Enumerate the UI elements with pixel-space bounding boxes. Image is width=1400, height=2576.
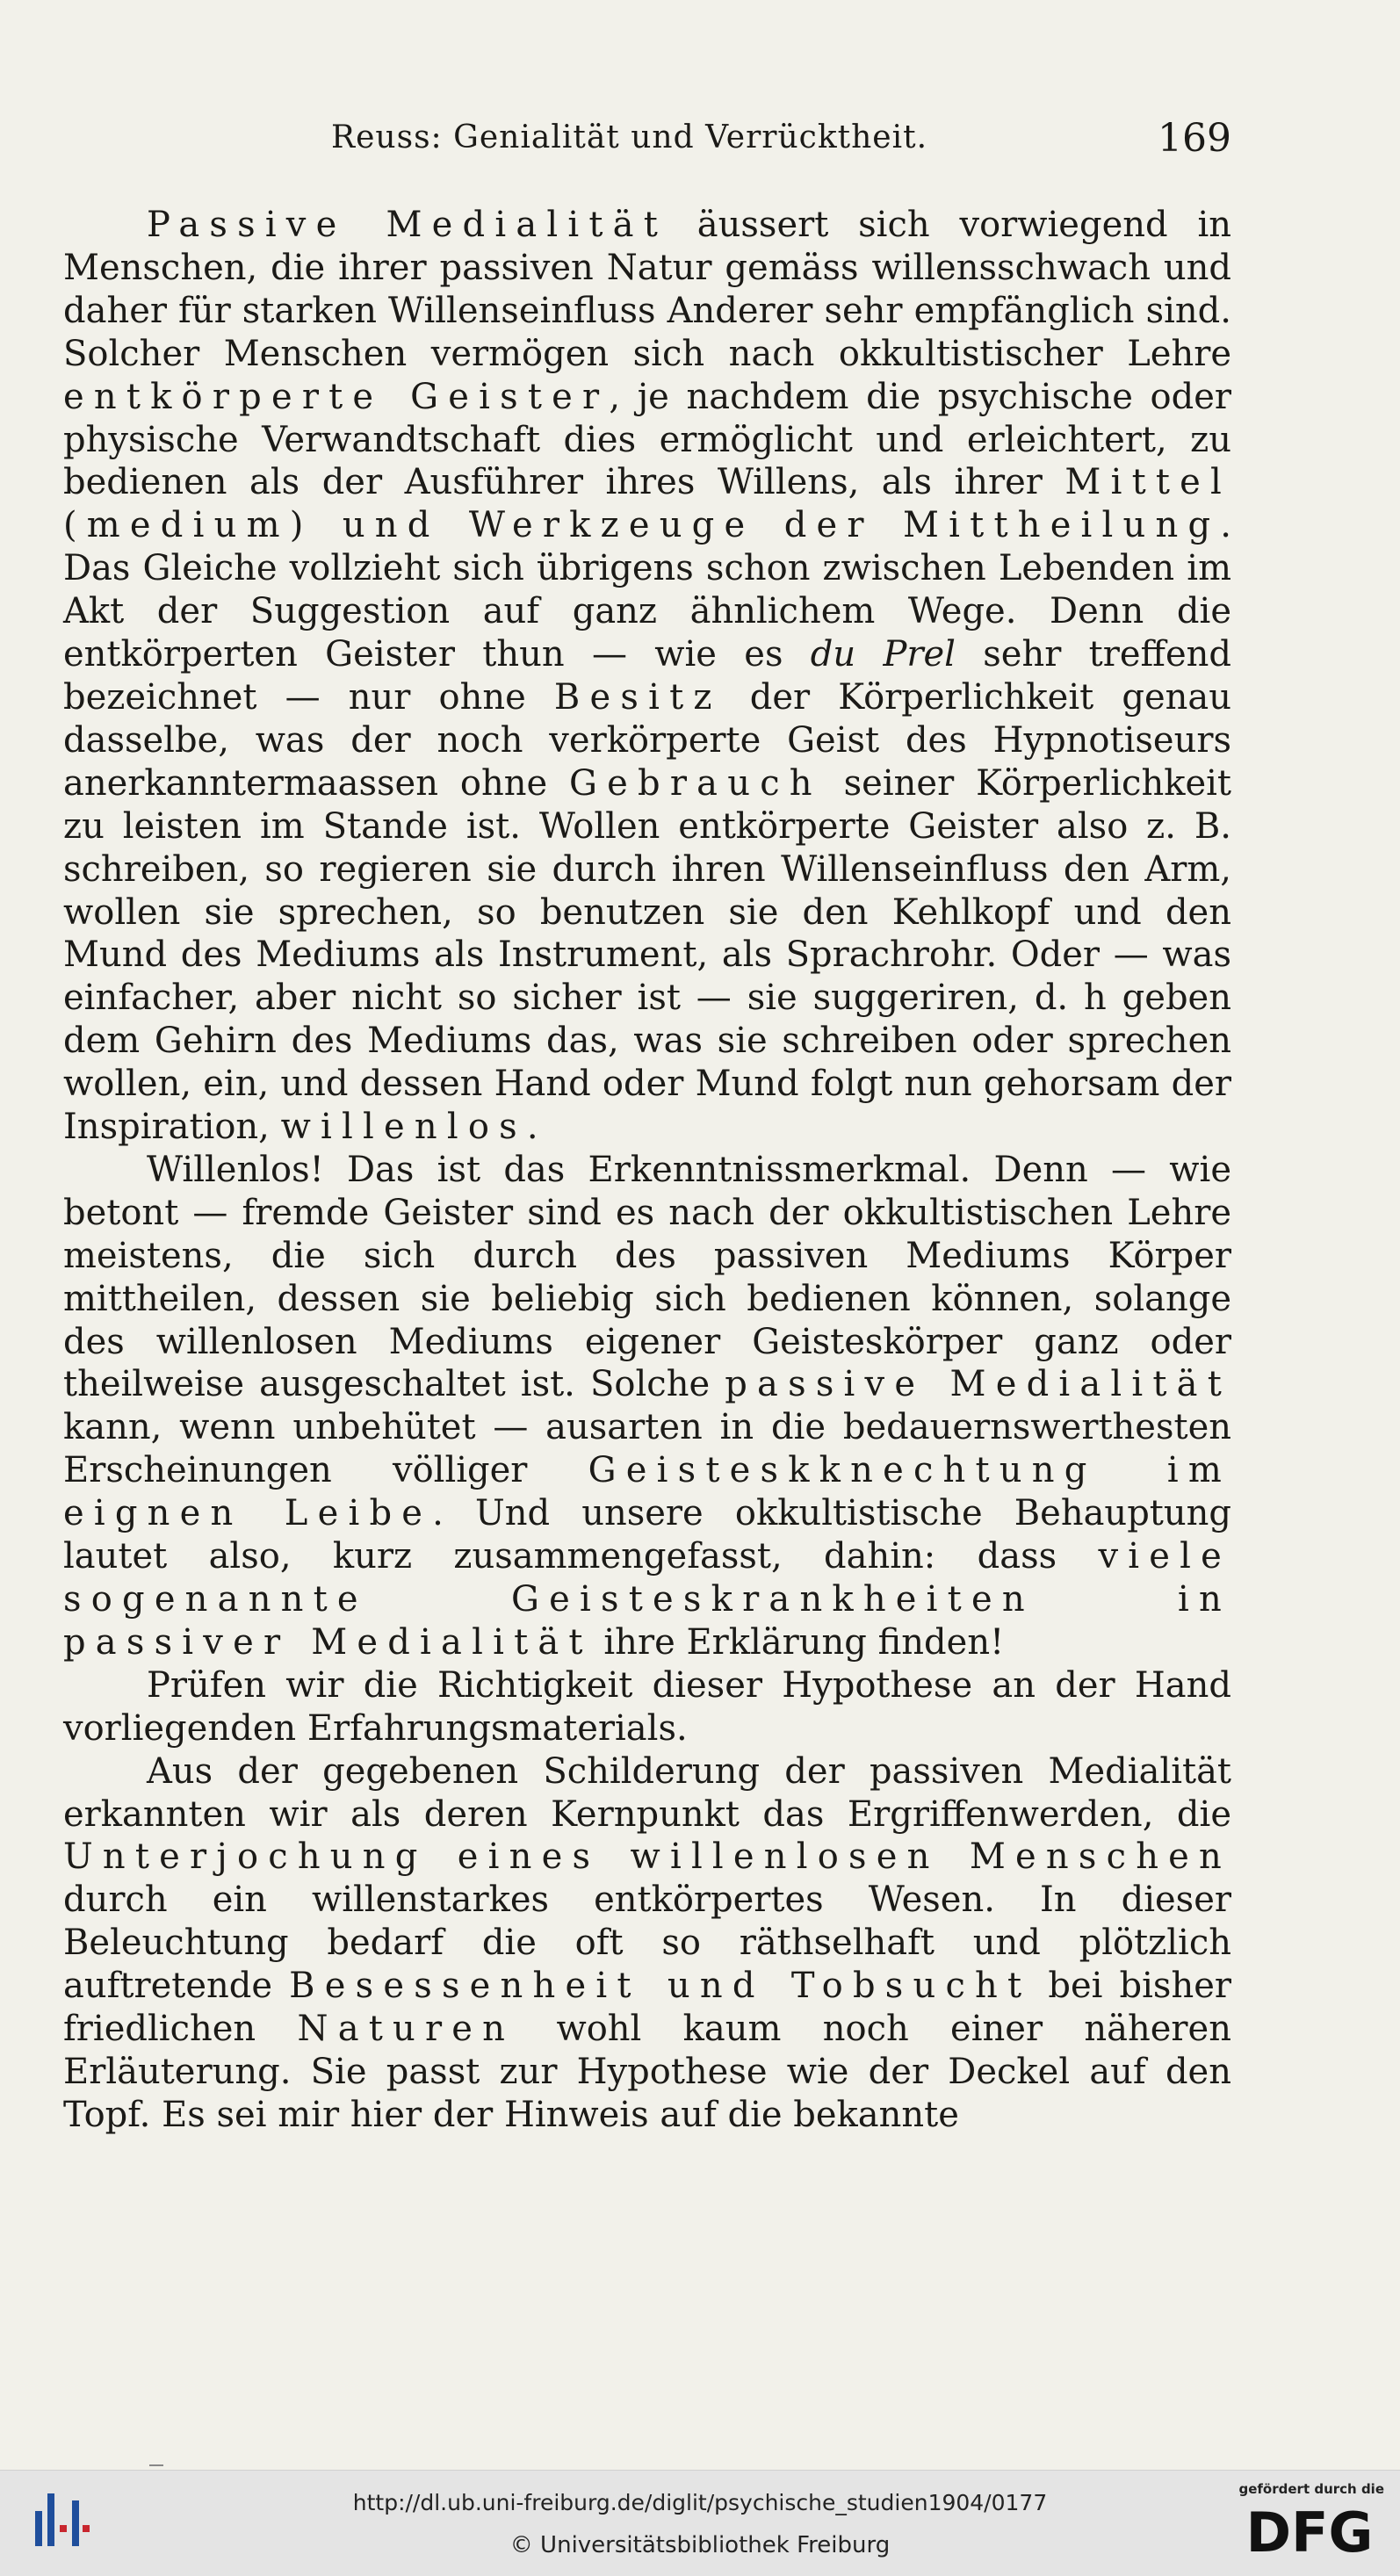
- spaced-emphasis: Unterjochung eines willenlosen Menschen: [63, 1836, 1231, 1878]
- italic-name: du Prel: [810, 634, 956, 675]
- paragraph: [63, 204, 1231, 1149]
- spaced-emphasis: Naturen: [297, 2009, 516, 2050]
- paragraph: [63, 1750, 1231, 2137]
- paragraph: [63, 1664, 1231, 1750]
- spaced-emphasis: passive Medialität: [725, 1364, 1231, 1405]
- text-run: sehr treffend bezeichnet — nur ohne: [63, 634, 1231, 718]
- spaced-emphasis: viele sogenannte Geisteskrankheiten in passiver Medialität: [63, 1536, 1231, 1663]
- text-run: der Körperlichkeit genau dasselbe, was der noch verkörperte Geist des Hypnotiseurs anerkanntermaassen ohne: [63, 676, 1231, 804]
- paragraph: [63, 1149, 1231, 1664]
- scan-mark: [149, 2464, 163, 2466]
- text-run: wohl kaum noch einer näheren Erläuterung. Sie passt zur Hypothese wie der Deckel auf den Topf. Es sei mir hier der Hinweis auf die bekannte: [63, 2009, 1231, 2135]
- dfg-caption: gefördert durch die: [1238, 2481, 1384, 2497]
- text-run: . Das Gleiche vollzieht sich übrigens schon zwischen Lebenden im Akt der Suggestion auf ganz ähnlichem Wege. Denn die entkörperten Geister thun — wie es: [63, 505, 1231, 675]
- text-run: Willenlos! Das ist das Erkenntnissmerkmal. Denn — wie betont — fremde Geister sind es nach der okkultistischen Lehre meistens, die sich durch des passiven Mediums Körper mittheilen, dessen sie beliebig sich bedienen können, solange des willenlosen Mediums eigener Geisteskörper ganz oder theilweise ausgeschaltet ist. Solche: [63, 1149, 1231, 1405]
- spaced-emphasis: Besitz: [553, 676, 722, 718]
- spaced-emphasis: Gebrauch: [569, 762, 822, 804]
- copyright-notice: © Universitätsbibliothek Freiburg: [509, 2532, 891, 2558]
- spaced-emphasis: willenlos: [280, 1107, 527, 1148]
- text-run: ihre Erklärung finden!: [592, 1621, 1005, 1663]
- body-text: [63, 204, 1231, 2137]
- dfg-funding: [1226, 2481, 1384, 2569]
- spaced-emphasis: entkörperte Geister: [63, 376, 610, 417]
- text-run: Aus der gegebenen Schilderung der passiven Medialität erkannten wir als deren Kernpunkt das Ergriffenwerden, die: [63, 1750, 1231, 1835]
- text-run: seiner Körperlichkeit zu leisten im Stande ist. Wollen entkörperte Geister also z. B. schreiben, so regieren sie durch ihren Willenseinfluss den Arm, wollen sie sprechen, so benutzen sie den Kehlkopf und den Mund des Mediums als Instrument, als Sprachrohr. Oder — was einfacher, aber nicht so sicher ist — sie suggeriren, d. h geben dem Gehirn des Mediums das, was sie schreiben oder sprechen wollen, ein, und dessen Hand oder Mund folgt nun gehorsam der Inspiration,: [63, 762, 1231, 1148]
- source-url[interactable]: http://dl.ub.uni-freiburg.de/diglit/psychische_studien1904/0177: [352, 2490, 1048, 2515]
- page-number: 169: [1158, 116, 1231, 161]
- dfg-logo-icon: [1235, 2502, 1384, 2560]
- text-run: äussert sich vorwiegend in Menschen, die ihrer passiven Natur gemäss willensschwach und daher für starken Willenseinfluss Anderer sehr empfänglich sind. Solcher Menschen vermögen sich nach okkultistischer Lehre: [63, 205, 1231, 374]
- text-run: . Und unsere okkultistische Behauptung lautet also, kurz zusammengefasst, dahin: dass: [63, 1493, 1232, 1577]
- spaced-emphasis: Mittel (medium) und Werkzeuge der Mittheilung: [63, 462, 1231, 546]
- spaced-emphasis: Geisteskknechtung im eignen Leibe: [63, 1450, 1232, 1534]
- running-title: Reuss: Genialität und Verrücktheit.: [331, 119, 928, 155]
- text-run: .: [526, 1107, 538, 1148]
- viewer-footer: [0, 2470, 1400, 2576]
- text-run: , je nachdem die psychische oder physische Verwandtschaft dies ermöglicht und erleichtert, zu bedienen als der Ausführer ihres Willens, als ihrer: [63, 376, 1231, 503]
- page-header: [63, 116, 1231, 169]
- spaced-emphasis: Besessenheit und Tobsucht: [289, 1966, 1032, 2007]
- text-run: bei bisher friedlichen: [63, 1966, 1232, 2050]
- dfg-logo-text: DFG: [1245, 2502, 1374, 2560]
- text-run: Prüfen wir die Richtigkeit dieser Hypothese an der Hand vorliegenden Erfahrungsmaterials.: [63, 1664, 1231, 1749]
- text-run: kann, wenn unbehütet — ausarten in die bedauernswerthesten Erscheinungen völliger: [63, 1407, 1231, 1491]
- text-run: durch ein willenstarkes entkörpertes Wesen. In dieser Beleuchtung bedarf die oft so räthselhaft und plötzlich auftretende: [63, 1880, 1231, 2007]
- spaced-emphasis: Passive Medialität: [147, 205, 668, 245]
